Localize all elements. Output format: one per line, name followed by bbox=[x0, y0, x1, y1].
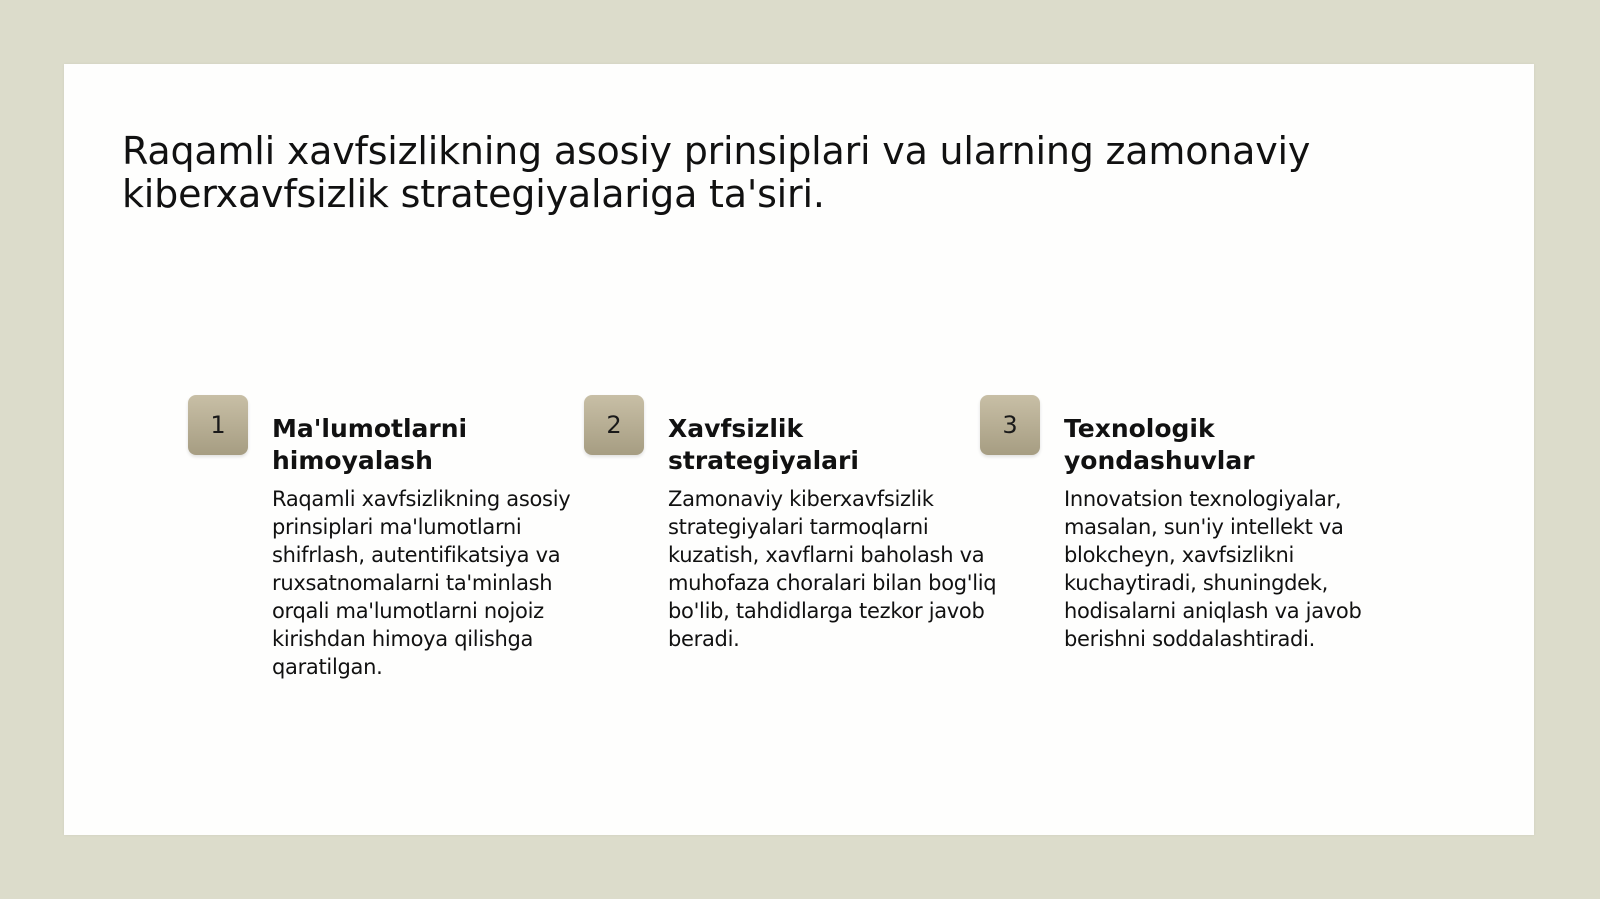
item-description: Zamonaviy kiberxavfsizlik strategiyalari tarmoqlarni kuzatish, xavflarni baholash va muhofaza choralari bilan bog'liq bo'lib, tahdidlarga tezkor javob beradi. bbox=[668, 487, 997, 651]
slide-card bbox=[64, 64, 1534, 835]
number-badge: 3 bbox=[980, 395, 1040, 455]
item-data-protection bbox=[188, 395, 588, 695]
slide-title: Raqamli xavfsizlikning asosiy prinsiplari va ularning zamonaviy kiberxavfsizlik strategiyalariga ta'siri. bbox=[122, 129, 1311, 216]
item-heading: Xavfsizlik strategiyalari bbox=[668, 414, 859, 475]
item-description: Innovatsion texnologiyalar, masalan, sun'iy intellekt va blokcheyn, xavfsizlikni kuchaytiradi, shuningdek, hodisalarni aniqlash va javob berishni soddalashtiradi. bbox=[1064, 487, 1362, 651]
number-badge: 2 bbox=[584, 395, 644, 455]
item-heading: Ma'lumotlarni himoyalash bbox=[272, 414, 468, 475]
number-badge: 1 bbox=[188, 395, 248, 455]
item-heading: Texnologik yondashuvlar bbox=[1064, 414, 1255, 475]
item-technological-approaches bbox=[980, 395, 1380, 695]
item-security-strategies bbox=[584, 395, 997, 695]
item-description: Raqamli xavfsizlikning asosiy prinsiplari ma'lumotlarni shifrlash, autentifikatsiya va ruxsatnomalarni ta'minlash orqali ma'lumotlarni nojoiz kirishdan himoya qilishga qaratilgan. bbox=[272, 487, 571, 679]
